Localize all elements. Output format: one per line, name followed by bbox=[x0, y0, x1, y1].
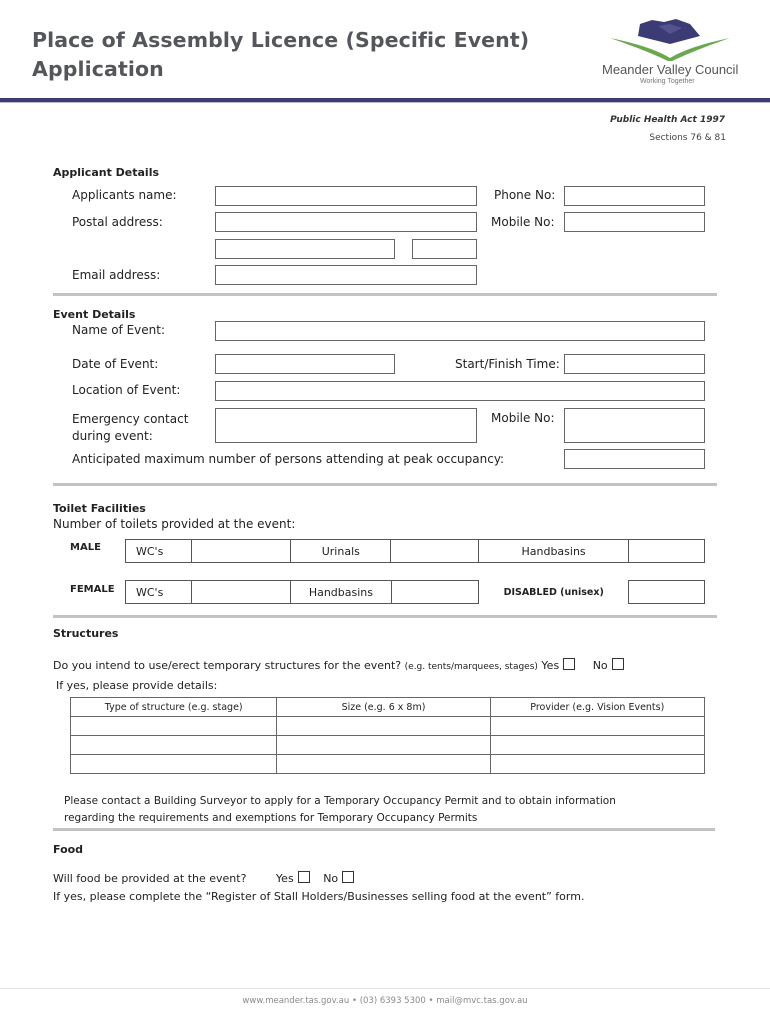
council-logo bbox=[600, 16, 740, 91]
applicant-heading: Applicant Details bbox=[53, 166, 160, 179]
structures-question: Do you intend to use/erect temporary structures for the event? bbox=[53, 659, 402, 672]
male-handbasins-label: Handbasins bbox=[479, 540, 629, 563]
male-toilets-table bbox=[125, 539, 705, 563]
structure-type-input[interactable] bbox=[71, 717, 277, 736]
female-wcs-input[interactable] bbox=[191, 581, 291, 604]
section-divider bbox=[53, 615, 717, 618]
mobile-label: Mobile No: bbox=[491, 215, 555, 229]
structures-yes-checkbox[interactable] bbox=[563, 658, 575, 670]
female-toilets-table bbox=[125, 580, 705, 604]
phone-label: Phone No: bbox=[494, 188, 556, 202]
structure-provider-input[interactable] bbox=[490, 755, 704, 774]
postal-address-input[interactable] bbox=[215, 212, 477, 232]
female-handbasins-label: Handbasins bbox=[291, 581, 391, 604]
emergency-contact-input[interactable] bbox=[215, 408, 477, 443]
structure-provider-input[interactable] bbox=[490, 736, 704, 755]
start-finish-time-input[interactable] bbox=[564, 354, 705, 374]
structures-col-provider: Provider (e.g. Vision Events) bbox=[490, 698, 704, 717]
email-label: Email address: bbox=[72, 268, 161, 282]
event-name-input[interactable] bbox=[215, 321, 705, 341]
title-line-2: Application bbox=[32, 57, 164, 81]
food-yes-checkbox[interactable] bbox=[298, 871, 310, 883]
table-row bbox=[71, 717, 705, 736]
male-wcs-input[interactable] bbox=[191, 540, 291, 563]
structures-no-label: No bbox=[592, 659, 608, 672]
food-note: If yes, please complete the “Register of Stall Holders/Businesses selling food at the event” form. bbox=[53, 890, 585, 903]
table-row bbox=[71, 755, 705, 774]
postal-address-label: Postal address: bbox=[72, 215, 163, 229]
structure-type-input[interactable] bbox=[71, 755, 277, 774]
footer-rule bbox=[0, 988, 770, 989]
header-rule-shadow bbox=[0, 102, 770, 103]
event-name-label: Name of Event: bbox=[72, 323, 166, 337]
footer-contact: www.meander.tas.gov.au • (03) 6393 5300 • mail@mvc.tas.gov.au bbox=[242, 996, 528, 1006]
structures-col-size: Size (e.g. 6 x 8m) bbox=[277, 698, 490, 717]
mobile-input[interactable] bbox=[564, 212, 705, 232]
structures-heading: Structures bbox=[53, 627, 119, 640]
structures-col-type: Type of structure (e.g. stage) bbox=[71, 698, 277, 717]
emergency-mobile-input[interactable] bbox=[564, 408, 705, 443]
event-location-input[interactable] bbox=[215, 381, 705, 401]
structure-size-input[interactable] bbox=[277, 736, 490, 755]
max-persons-label: Anticipated maximum number of persons attending at peak occupancy: bbox=[72, 452, 505, 466]
structures-table-header bbox=[71, 698, 705, 717]
food-yes-label: Yes bbox=[275, 872, 294, 885]
food-no-label: No bbox=[323, 872, 339, 885]
council-tagline: Working Together bbox=[640, 78, 695, 85]
structure-provider-input[interactable] bbox=[490, 717, 704, 736]
phone-input[interactable] bbox=[564, 186, 705, 206]
section-divider bbox=[53, 828, 715, 831]
emergency-contact-label bbox=[72, 411, 188, 445]
postcode-input[interactable] bbox=[412, 239, 477, 259]
email-input[interactable] bbox=[215, 265, 477, 285]
sections-reference: Sections 76 & 81 bbox=[649, 133, 726, 143]
male-urinals-input[interactable] bbox=[391, 540, 479, 563]
max-persons-input[interactable] bbox=[564, 449, 705, 469]
structure-size-input[interactable] bbox=[277, 755, 490, 774]
page-title bbox=[32, 26, 529, 84]
start-finish-time-label: Start/Finish Time: bbox=[455, 357, 560, 371]
disabled-input[interactable] bbox=[629, 581, 705, 604]
food-no-checkbox[interactable] bbox=[342, 871, 354, 883]
section-divider bbox=[53, 483, 717, 486]
male-urinals-label: Urinals bbox=[291, 540, 391, 563]
food-question-row bbox=[53, 871, 354, 885]
emergency-contact-label-line2: during event: bbox=[72, 429, 153, 443]
female-wcs-label: WC's bbox=[126, 581, 192, 604]
structures-table bbox=[70, 697, 705, 774]
food-question: Will food be provided at the event? bbox=[53, 872, 247, 885]
structure-size-input[interactable] bbox=[277, 717, 490, 736]
applicant-name-input[interactable] bbox=[215, 186, 477, 206]
event-location-label: Location of Event: bbox=[72, 383, 181, 397]
food-heading: Food bbox=[53, 843, 84, 856]
event-heading: Event Details bbox=[53, 308, 136, 321]
emergency-contact-label-line1: Emergency contact bbox=[72, 412, 189, 426]
event-date-input[interactable] bbox=[215, 354, 395, 374]
building-surveyor-note-line1: Please contact a Building Surveyor to apply for a Temporary Occupancy Permit and to obtain information bbox=[64, 795, 616, 807]
toilets-heading: Toilet Facilities bbox=[53, 502, 146, 515]
council-logo-mark-icon bbox=[600, 16, 740, 61]
toilets-subheading: Number of toilets provided at the event: bbox=[53, 517, 296, 531]
section-divider bbox=[53, 293, 717, 296]
emergency-mobile-label: Mobile No: bbox=[491, 411, 555, 425]
structures-no-checkbox[interactable] bbox=[612, 658, 624, 670]
title-line-1: Place of Assembly Licence (Specific Event) bbox=[32, 28, 530, 52]
female-handbasins-input[interactable] bbox=[391, 581, 479, 604]
male-wcs-label: WC's bbox=[126, 540, 192, 563]
male-label: MALE bbox=[70, 542, 101, 553]
male-handbasins-input[interactable] bbox=[628, 540, 704, 563]
postal-address-line2-input[interactable] bbox=[215, 239, 395, 259]
event-date-label: Date of Event: bbox=[72, 357, 159, 371]
building-surveyor-note bbox=[64, 793, 616, 827]
structures-details-prompt: If yes, please provide details: bbox=[56, 679, 218, 692]
structure-type-input[interactable] bbox=[71, 736, 277, 755]
female-label: FEMALE bbox=[70, 584, 115, 595]
building-surveyor-note-line2: regarding the requirements and exemptions for Temporary Occupancy Permits bbox=[64, 812, 478, 824]
table-row bbox=[71, 736, 705, 755]
structures-yes-label: Yes bbox=[541, 659, 560, 672]
structures-question-row bbox=[53, 658, 624, 672]
act-reference: Public Health Act 1997 bbox=[610, 115, 725, 125]
council-name: Meander Valley Council bbox=[602, 62, 739, 77]
disabled-label: DISABLED (unisex) bbox=[503, 586, 604, 598]
structures-question-example: (e.g. tents/marquees, stages) bbox=[404, 662, 538, 672]
applicant-name-label: Applicants name: bbox=[72, 188, 177, 202]
